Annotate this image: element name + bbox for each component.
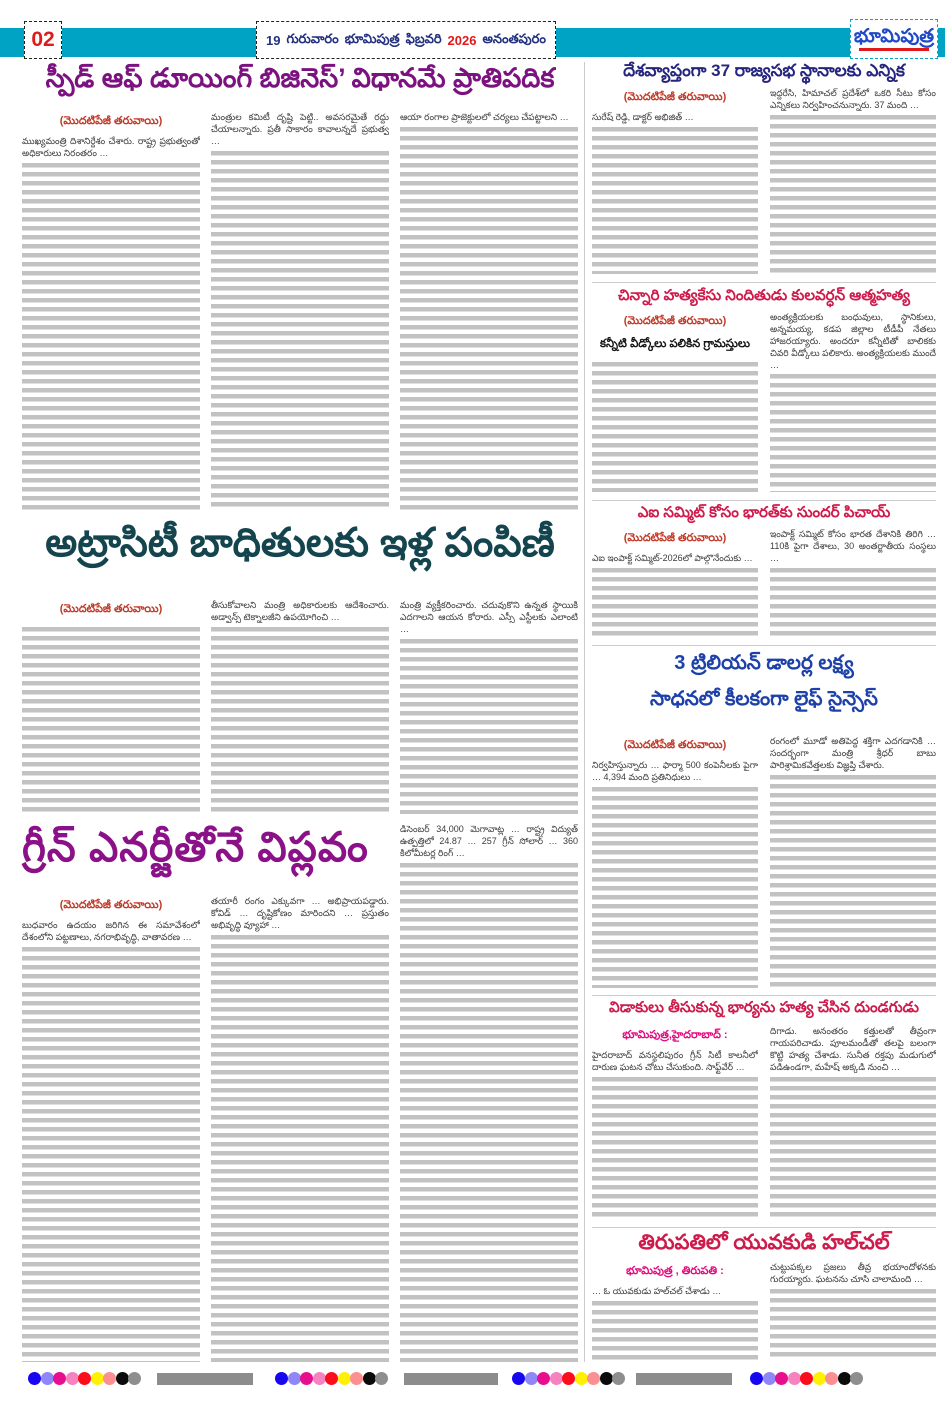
body-column (770, 312, 936, 492)
color-dot (275, 1372, 288, 1385)
color-dot (525, 1372, 538, 1385)
masthead-logo-text: భూమిపుత్ర (853, 26, 935, 47)
body-text-filler (22, 947, 200, 1362)
color-dot (103, 1372, 116, 1385)
date-day: 19 (266, 32, 281, 48)
color-dot (512, 1372, 525, 1385)
color-dot (41, 1372, 54, 1385)
article-headline: అట్రాసిటీ బాధితులకు ఇళ్ల పంపిణీ (45, 521, 555, 565)
color-dot (775, 1372, 788, 1385)
article-headline: స్పీడ్ ఆఫ్ డూయింగ్ బిజినెస్’ విధానమే ప్రాతిపదిక (45, 63, 555, 93)
body-text-filler (770, 568, 936, 637)
body-column (592, 312, 758, 492)
body-text-filler (592, 568, 758, 637)
body-text: ఎఐ ఇంపాక్ట్ సమ్మిట్-2026లో పాల్గొనేందుకు … (592, 553, 753, 563)
body-text-filler (592, 1077, 758, 1220)
color-dot (28, 1372, 41, 1385)
color-dot (53, 1372, 66, 1385)
dateline-byline: భూమిపుత్ర,హైదరాబాద్ : (622, 1029, 728, 1041)
color-dot (600, 1372, 613, 1385)
color-dot (338, 1372, 351, 1385)
color-dot (562, 1372, 575, 1385)
body-text: ఇంపాక్ట్ సమ్మిట్ కోసం భారత దేశానికి తిరిగి … 110కి పైగా దేశాలు, 30 అంతర్జాతీయ సంస్థలు … (770, 529, 936, 563)
date-weekday: గురువారం (286, 30, 339, 46)
body-column (770, 736, 936, 988)
body-text: దిగాడు. అనంతరం కత్తులతో తీవ్రంగా గాయపరిచాడు. పూలమండీతో తలపై బలంగా కొట్టి హత్య చేశాడు. సునీత రక్తపు మడుగులో పడిఉండగా, మహేష్ అక్కడి నుంచి … (770, 1026, 936, 1072)
color-dot (325, 1372, 338, 1385)
divider (592, 995, 936, 996)
body-column (770, 1262, 936, 1360)
article-headline: తిరుపతిలో యువకుడి హల్‌చల్ (638, 1231, 890, 1254)
color-dot (825, 1372, 838, 1385)
color-dot (116, 1372, 129, 1385)
color-dot (763, 1372, 776, 1385)
article-headline: ఎఐ సమ్మిట్ కోసం భారత్‌కు సుందర్ పిచాయ్ (637, 504, 891, 521)
body-text-filler (22, 163, 200, 510)
body-text: రంగంలో మూడో అతిపెద్ద శక్తిగా ఎదగడానికి … సందర్భంగా మంత్రి శ్రీధర్ బాబు పారిశ్రామికవేత్తలకు విజ్ఞప్తి చేశారు. (770, 736, 936, 770)
divider (592, 1227, 936, 1228)
body-text-filler (400, 639, 578, 814)
body-text: తయారీ రంగం ఎక్కువగా … అభిప్రాయపడ్డారు. కోవిడ్ … దృష్టికోణం మారిందని … ప్రస్తుతం అభివృద్ధి వ్యూహా … (211, 896, 389, 930)
color-dot (363, 1372, 376, 1385)
color-dot (788, 1372, 801, 1385)
body-column (770, 1026, 936, 1220)
body-text-filler (592, 362, 758, 492)
body-text-filler (592, 1301, 758, 1360)
body-text: చుట్టుపక్కల ప్రజలు తీవ్ర భయాందోళనకు గురయ్యారు. ఘటనను చూసి చాలామంది … (770, 1262, 936, 1284)
body-text-filler (211, 627, 389, 814)
body-text: అంత్యక్రియలకు బంధువులు, స్థానికులు, అన్నమయ్య, కడప జిల్లాల టీడీపీ నేతలు హాజరయ్యారు. అందరూ కన్నీటితో బాలికకు చివరి వీడ్కోలు పలికారు. అంత్యక్రియలకు ముందే … (770, 312, 936, 370)
color-dot-group (275, 1372, 388, 1385)
edition-city: అనంతపురం (482, 30, 546, 46)
body-column (400, 824, 578, 1362)
divider (592, 500, 936, 501)
continuation-byline: (మొదటిపేజీ తరువాయి) (59, 115, 163, 127)
article-headline: గ్రీన్ ఎనర్జీతోనే విప్లవం (22, 824, 369, 870)
color-dot (537, 1372, 550, 1385)
continuation-byline: (మొదటిపేజీ తరువాయి) (623, 91, 727, 103)
body-text-filler (592, 787, 758, 988)
body-text: హైదరాబాద్ వనస్థలిపురం గ్రీన్ సిటీ కాలనీలో దారుణ ఘటన చోటు చేసుకుంది. సాఫ్ట్‌వేర్ … (592, 1050, 758, 1072)
body-text-filler (211, 151, 389, 510)
article-headline-line1: 3 ట్రిలియన్ డాలర్ల లక్ష్య (674, 652, 854, 674)
body-text: సురేష్ రెడ్డి, డాక్టర్ అభిజిత్ … (592, 112, 694, 122)
color-dot (750, 1372, 763, 1385)
article-subhead: కన్నీటి వీడ్కోలు పలికిన గ్రామస్తులు (600, 338, 750, 350)
body-text: నిర్వహిస్తున్నారు … ఫార్మా 500 కంపెనీలకు పైగా … 4,394 మంది ప్రతినిధులు … (592, 760, 758, 782)
body-column (211, 112, 389, 510)
article-kulavardhan-suicide (592, 288, 936, 496)
date-box (256, 21, 556, 59)
body-column (22, 896, 200, 1362)
body-text-filler (400, 863, 578, 1362)
body-text-filler (770, 1289, 936, 1360)
article-divorced-wife-murder (592, 1000, 936, 1224)
color-dot (375, 1372, 388, 1385)
body-text-filler (770, 115, 936, 274)
dateline-byline: భూమిపుత్ర , తిరుపతి : (626, 1265, 724, 1277)
gray-bar (404, 1373, 498, 1385)
divider (592, 282, 936, 283)
article-headline: దేశవ్యాప్తంగా 37 రాజ్యసభ స్థానాలకు ఎన్నిక (623, 61, 905, 80)
body-text-filler (592, 127, 758, 274)
article-headline-line2: సాధనలో కీలకంగా లైఫ్ సైన్సెస్ (650, 688, 878, 710)
continuation-byline: (మొదటిపేజీ తరువాయి) (623, 315, 727, 327)
continuation-byline: (మొదటిపేజీ తరువాయి) (59, 603, 163, 615)
continuation-byline: (మొదటిపేజీ తరువాయి) (623, 532, 727, 544)
body-text: మంత్రి వ్యక్తీకరించారు. చదువుకొని ఉన్నత స్థాయికి ఎదగాలని ఆయన కోరారు. ఎస్సీ ఎస్టీలకు ఎలాంటి … (400, 600, 578, 634)
body-column (592, 529, 758, 637)
article-life-sciences-3-trillion (592, 652, 936, 992)
body-column (592, 736, 758, 988)
color-dot (838, 1372, 851, 1385)
body-column (592, 1026, 758, 1220)
color-dot-group (512, 1372, 625, 1385)
date-month: ఫిబ్రవరి (405, 30, 442, 46)
color-dot (575, 1372, 588, 1385)
page-number-box (24, 21, 62, 59)
divider (592, 645, 936, 646)
color-dot-group (750, 1372, 863, 1385)
color-dot (288, 1372, 301, 1385)
color-dot (850, 1372, 863, 1385)
article-headline: విడాకులు తీసుకున్న భార్యను హత్య చేసిన దుండగుడు (609, 999, 919, 1016)
date-year: 2026 (447, 32, 477, 48)
article-rajya-sabha-election (592, 62, 936, 278)
article-sundar-pichai-ai-summit (592, 505, 936, 641)
body-column (22, 600, 200, 814)
article-speed-of-doing-business (22, 64, 578, 514)
article-atrocity-houses (22, 522, 578, 816)
body-column (592, 88, 758, 274)
page-number: 02 (31, 28, 55, 51)
footer-color-registration-strip (0, 1372, 945, 1388)
article-headline: చిన్నారి హత్యకేసు నిందితుడు కులవర్ధన్ ఆత్మహత్య (618, 287, 910, 304)
body-text: తీసుకోవాలని మంత్రి అధికారులకు ఆదేశించారు. అడ్వాన్స్ టెక్నాలజీని ఉపయోగించి … (211, 600, 389, 622)
color-dot (66, 1372, 79, 1385)
color-dot (300, 1372, 313, 1385)
body-text: ఇద్దరేసి, హిమాచల్ ప్రదేశ్‌లో ఒకరి సీటు కోసం ఎన్నికలు నిర్వహించనున్నారు. 37 మంది … (770, 88, 936, 110)
continuation-byline: (మొదటిపేజీ తరువాయి) (623, 739, 727, 751)
color-dot (91, 1372, 104, 1385)
body-text-filler (770, 374, 936, 492)
body-text: బుధవారం ఉదయం జరిగిన ఈ సమావేశంలో దేశంలోని పట్టణాలు, నగరాభివృద్ధి, వాతావరణ … (22, 920, 200, 942)
body-column (400, 112, 578, 510)
color-dot (350, 1372, 363, 1385)
color-dot (587, 1372, 600, 1385)
body-text: మంత్రుల కమిటీ దృష్టి పెట్టి.. అవసరమైతే రద్దు చేయాలన్నారు. ప్రతీ సాకారం కావాలన్నదే ప్రభుత్వ … (211, 112, 389, 146)
body-text: డిసెంబర్ 34,000 మెగావాట్ల … రాష్ట్ర విద్యుత్ ఉత్పత్తిలో 24.87 … 257 గ్రీన్ సోలార్ … 360 కిలోమీటర్ల రింగ్ … (400, 824, 578, 858)
color-dot (313, 1372, 326, 1385)
color-dot (813, 1372, 826, 1385)
body-text-filler (400, 127, 578, 510)
body-text-filler (770, 1077, 936, 1221)
body-text-filler (211, 935, 389, 1362)
masthead-logo (850, 19, 938, 59)
body-column (22, 112, 200, 510)
gray-bar (157, 1373, 253, 1385)
section-divider-vertical (584, 62, 585, 1362)
body-column (770, 529, 936, 637)
color-dot (800, 1372, 813, 1385)
color-dot (78, 1372, 91, 1385)
body-text: … ఓ యువకుడు హల్‌చల్ చేశాడు … (592, 1286, 722, 1296)
color-dot (612, 1372, 625, 1385)
body-text-filler (770, 775, 936, 988)
article-tirupati-youth-hulchul (592, 1232, 936, 1362)
body-text: ఆయా రంగాల ప్రాజెక్టులలో చర్యలు చేపట్టాలని … (400, 112, 569, 122)
body-column (592, 1262, 758, 1360)
body-column (770, 88, 936, 274)
body-column (211, 896, 389, 1362)
gray-bar (636, 1373, 732, 1385)
article-green-energy-revolution (22, 822, 578, 1362)
color-dot (550, 1372, 563, 1385)
paper-name: భూమిపుత్ర (344, 30, 400, 46)
continuation-byline: (మొదటిపేజీ తరువాయి) (59, 899, 163, 911)
body-text-filler (22, 627, 200, 814)
body-column (400, 600, 578, 814)
body-text: ముఖ్యమంత్రి దిశానిర్దేశం చేశారు. రాష్ట్ర ప్రభుత్వంతో అధికారులు నిరంతరం … (22, 136, 200, 158)
color-dot-group (28, 1372, 141, 1385)
body-column (211, 600, 389, 814)
masthead-logo-underline (859, 48, 929, 51)
color-dot (128, 1372, 141, 1385)
